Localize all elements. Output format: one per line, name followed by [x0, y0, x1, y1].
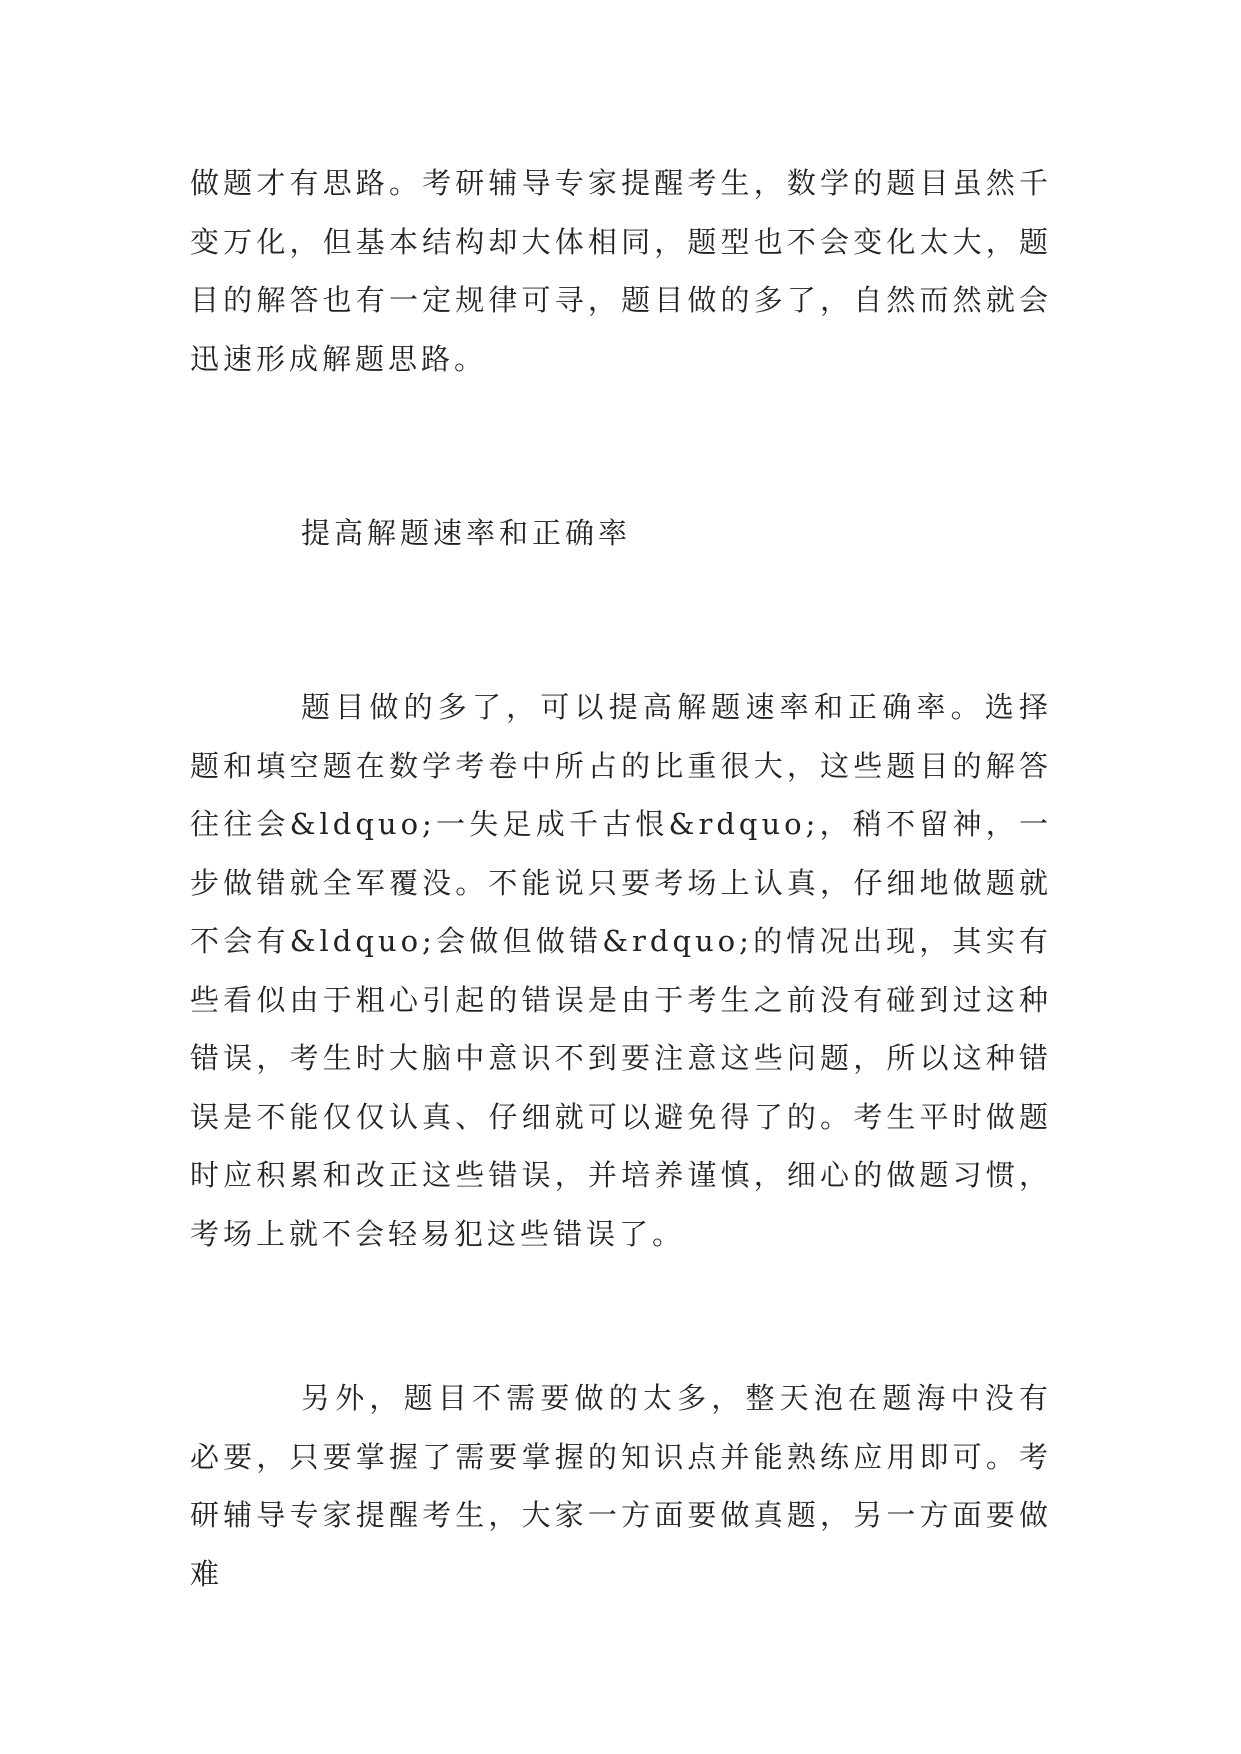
paragraph-additionally: 另外，题目不需要做的太多，整天泡在题海中没有必要，只要掌握了需要掌握的知识点并能熟练应用即可。考研辅导专家提醒考生，大家一方面要做真题，另一方面要做难 [190, 1381, 1052, 1591]
paragraph-speed-accuracy: 题目做的多了，可以提高解题速率和正确率。选择题和填空题在数学考卷中所占的比重很大，这些题目的解答往往会&ldquo;一失足成千古恨&rdquo;，稍不留神，一步做错就全军覆没。不能说只要考场上认真，仔细地做题就不会有&ldquo;会做但做错&rdquo;的情况出现，其实有些看似由于粗心引起的错误是由于考生之前没有碰到过这种错误，考生时大脑中意识不到要注意这些问题，所以这种错误是不能仅仅认真、仔细就可以避免得了的。考生平时做题时应积累和改正这些错误，并培养谨慎，细心的做题习惯，考场上就不会轻易犯这些错误了。 [190, 690, 1052, 1251]
section-heading: 提高解题速率和正确率 [301, 516, 632, 550]
paragraph-continued: 做题才有思路。考研辅导专家提醒考生，数学的题目虽然千变万化，但基本结构却大体相同，题型也不会变化太大，题目的解答也有一定规律可寻，题目做的多了，自然而然就会迅速形成解题思路。 [190, 166, 1052, 376]
